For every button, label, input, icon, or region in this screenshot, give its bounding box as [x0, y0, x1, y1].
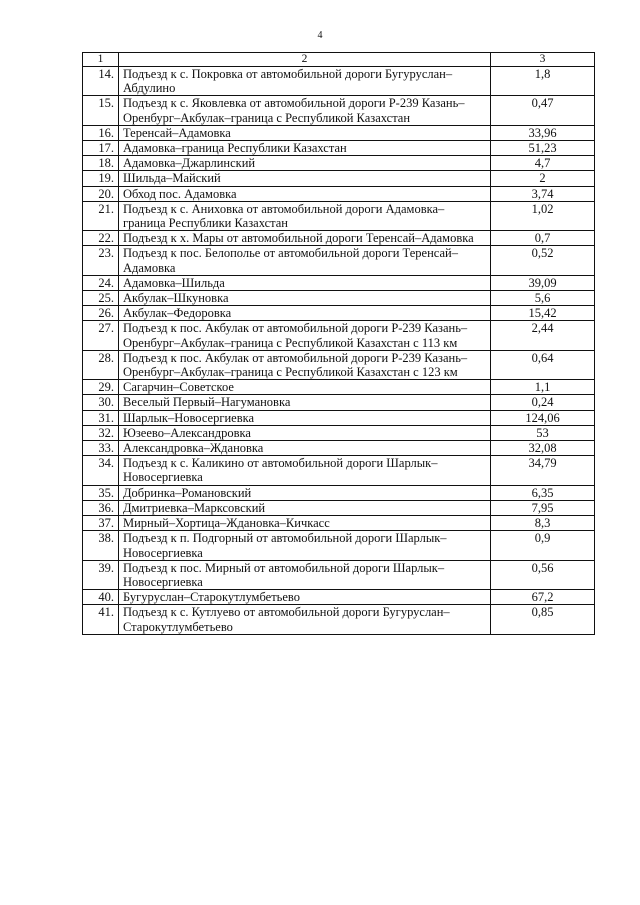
table-row: [83, 380, 595, 395]
road-length: 7,95: [491, 500, 595, 515]
table-header-row: [83, 53, 595, 67]
row-number: 41.: [83, 605, 119, 634]
table-row: [83, 306, 595, 321]
table-row: [83, 291, 595, 306]
road-length: 0,52: [491, 246, 595, 275]
table-row: [83, 456, 595, 485]
road-name: Подъезд к пос. Акбулак от автомобильной дороги Р-239 Казань–Оренбург–Акбулак–граница с Республикой Казахстан с 123 км: [119, 350, 491, 379]
road-name: Веселый Первый–Нагумановка: [119, 395, 491, 410]
road-length: 0,64: [491, 350, 595, 379]
road-name: Подъезд к с. Каликино от автомобильной дороги Шарлык–Новосергиевка: [119, 456, 491, 485]
table-row: [83, 531, 595, 560]
table-row: [83, 425, 595, 440]
table-row: [83, 321, 595, 350]
road-name: Акбулак–Шкуновка: [119, 291, 491, 306]
road-length: 15,42: [491, 306, 595, 321]
road-name: Мирный–Хортица–Ждановка–Кичкасс: [119, 516, 491, 531]
table-row: [83, 67, 595, 96]
road-length: 124,06: [491, 410, 595, 425]
row-number: 35.: [83, 485, 119, 500]
table-row: [83, 500, 595, 515]
road-name: Обход пос. Адамовка: [119, 186, 491, 201]
road-length: 51,23: [491, 141, 595, 156]
row-number: 34.: [83, 456, 119, 485]
table-row: [83, 275, 595, 290]
table-row: [83, 395, 595, 410]
road-length: 0,85: [491, 605, 595, 634]
road-name: Юзеево–Александровка: [119, 425, 491, 440]
row-number: 22.: [83, 231, 119, 246]
column-header-2: 2: [119, 53, 491, 67]
row-number: 19.: [83, 171, 119, 186]
table-row: [83, 156, 595, 171]
road-name: Адамовка–граница Республики Казахстан: [119, 141, 491, 156]
road-name: Подъезд к п. Подгорный от автомобильной дороги Шарлык–Новосергиевка: [119, 531, 491, 560]
table-row: [83, 201, 595, 230]
row-number: 29.: [83, 380, 119, 395]
road-name: Шарлык–Новосергиевка: [119, 410, 491, 425]
road-name: Сагарчин–Советское: [119, 380, 491, 395]
row-number: 18.: [83, 156, 119, 171]
table-row: [83, 485, 595, 500]
page-number: 4: [317, 30, 323, 41]
table-row: [83, 441, 595, 456]
row-number: 32.: [83, 425, 119, 440]
road-table: [82, 52, 595, 635]
table-row: [83, 246, 595, 275]
road-length: 0,9: [491, 531, 595, 560]
road-length: 4,7: [491, 156, 595, 171]
row-number: 16.: [83, 125, 119, 140]
road-length: 33,96: [491, 125, 595, 140]
row-number: 28.: [83, 350, 119, 379]
road-name: Подъезд к с. Яковлевка от автомобильной дороги Р-239 Казань–Оренбург–Акбулак–граница с Республикой Казахстан: [119, 96, 491, 125]
row-number: 15.: [83, 96, 119, 125]
row-number: 14.: [83, 67, 119, 96]
row-number: 31.: [83, 410, 119, 425]
table-row: [83, 590, 595, 605]
road-length: 3,74: [491, 186, 595, 201]
column-header-3: 3: [491, 53, 595, 67]
road-name: Адамовка–Шильда: [119, 275, 491, 290]
road-length: 2: [491, 171, 595, 186]
table-row: [83, 141, 595, 156]
row-number: 20.: [83, 186, 119, 201]
road-name: Подъезд к с. Покровка от автомобильной дороги Бугуруслан–Абдулино: [119, 67, 491, 96]
road-name: Подъезд к пос. Мирный от автомобильной дороги Шарлык–Новосергиевка: [119, 560, 491, 589]
row-number: 33.: [83, 441, 119, 456]
table-row: [83, 125, 595, 140]
road-name: Бугуруслан–Старокутлумбетьево: [119, 590, 491, 605]
road-length: 6,35: [491, 485, 595, 500]
table-row: [83, 410, 595, 425]
road-length: 5,6: [491, 291, 595, 306]
road-length: 1,8: [491, 67, 595, 96]
table-row: [83, 96, 595, 125]
row-number: 36.: [83, 500, 119, 515]
table-row: [83, 231, 595, 246]
row-number: 21.: [83, 201, 119, 230]
road-name: Подъезд к пос. Акбулак от автомобильной дороги Р-239 Казань–Оренбург–Акбулак–граница с Республикой Казахстан с 113 км: [119, 321, 491, 350]
table-row: [83, 186, 595, 201]
row-number: 30.: [83, 395, 119, 410]
row-number: 23.: [83, 246, 119, 275]
road-name: Александровка–Ждановка: [119, 441, 491, 456]
road-name: Дмитриевка–Марксовский: [119, 500, 491, 515]
road-name: Адамовка–Джарлинский: [119, 156, 491, 171]
road-length: 2,44: [491, 321, 595, 350]
road-length: 34,79: [491, 456, 595, 485]
road-length: 39,09: [491, 275, 595, 290]
road-name: Добринка–Романовский: [119, 485, 491, 500]
road-name: Шильда–Майский: [119, 171, 491, 186]
road-length: 1,1: [491, 380, 595, 395]
road-name: Акбулак–Федоровка: [119, 306, 491, 321]
table-row: [83, 560, 595, 589]
road-name: Подъезд к пос. Белополье от автомобильной дороги Теренсай–Адамовка: [119, 246, 491, 275]
row-number: 17.: [83, 141, 119, 156]
road-length: 0,24: [491, 395, 595, 410]
road-length: 0,7: [491, 231, 595, 246]
table-body: [83, 53, 595, 635]
row-number: 38.: [83, 531, 119, 560]
row-number: 37.: [83, 516, 119, 531]
road-length: 53: [491, 425, 595, 440]
table-row: [83, 605, 595, 634]
road-length: 0,56: [491, 560, 595, 589]
row-number: 25.: [83, 291, 119, 306]
road-length: 8,3: [491, 516, 595, 531]
road-length: 32,08: [491, 441, 595, 456]
row-number: 39.: [83, 560, 119, 589]
road-name: Подъезд к х. Мары от автомобильной дороги Теренсай–Адамовка: [119, 231, 491, 246]
column-header-1: 1: [83, 53, 119, 67]
road-length: 67,2: [491, 590, 595, 605]
road-length: 0,47: [491, 96, 595, 125]
table-row: [83, 350, 595, 379]
road-length: 1,02: [491, 201, 595, 230]
row-number: 26.: [83, 306, 119, 321]
row-number: 27.: [83, 321, 119, 350]
row-number: 24.: [83, 275, 119, 290]
row-number: 40.: [83, 590, 119, 605]
road-name: Теренсай–Адамовка: [119, 125, 491, 140]
road-name: Подъезд к с. Аниховка от автомобильной дороги Адамовка–граница Республики Казахстан: [119, 201, 491, 230]
table-row: [83, 516, 595, 531]
road-name: Подъезд к с. Кутлуево от автомобильной дороги Бугуруслан–Старокутлумбетьево: [119, 605, 491, 634]
table-row: [83, 171, 595, 186]
